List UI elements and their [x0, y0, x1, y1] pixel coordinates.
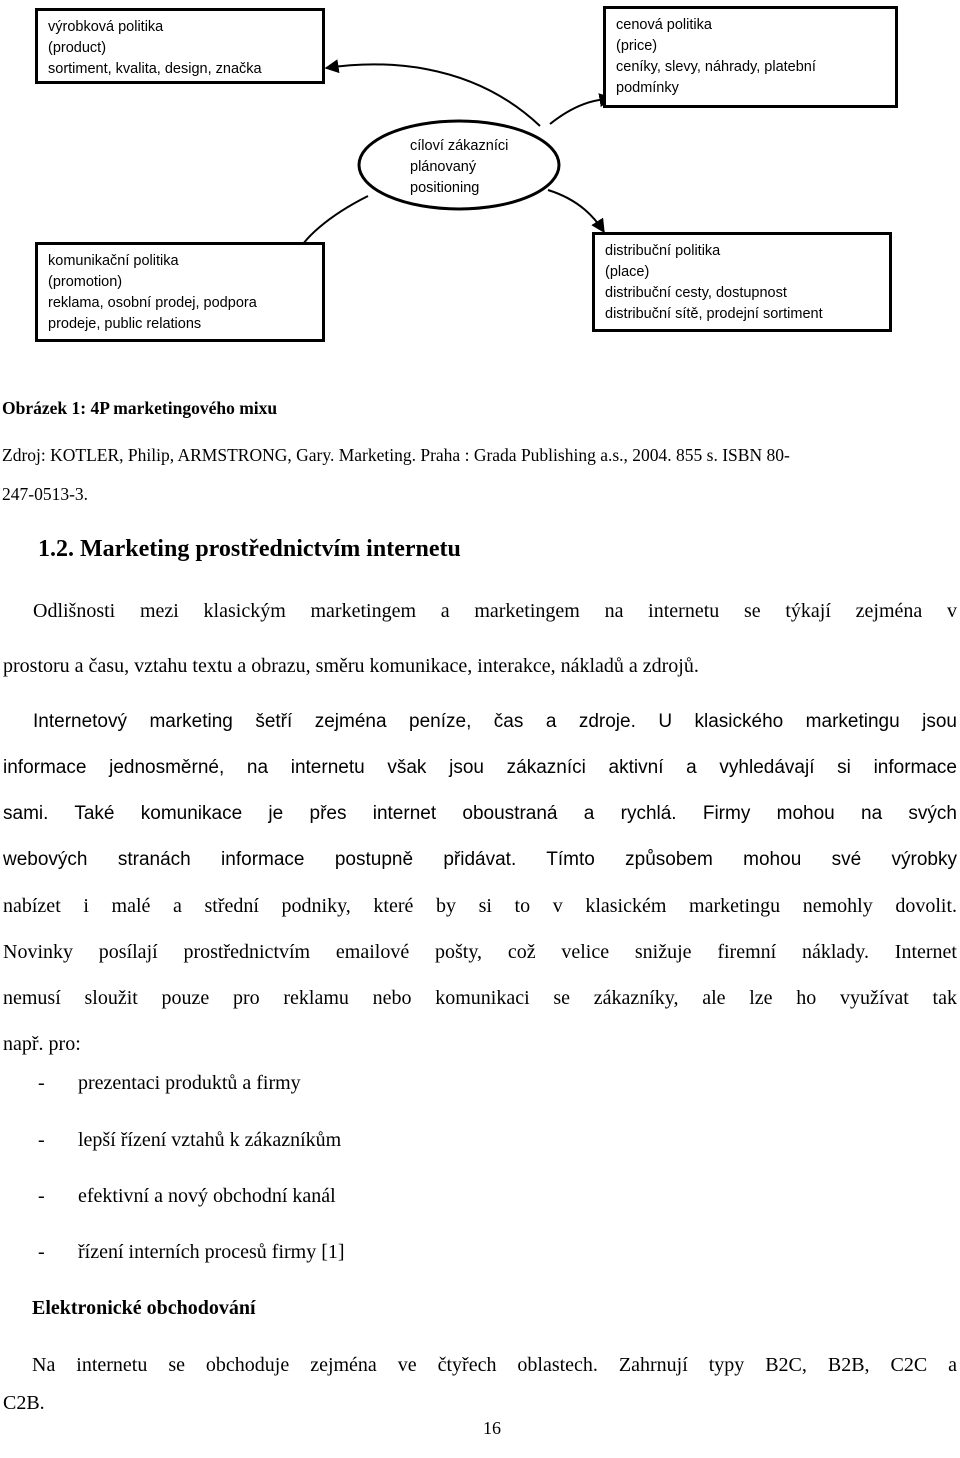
list-dash: -: [38, 1072, 45, 1094]
page-number: 16: [483, 1418, 501, 1438]
paragraph-line: Novinky posílají prostřednictvím emailové pošty, což velice snižuje firemní náklady. Internet: [3, 941, 957, 963]
place-line: distribuční cesty, dostupnost: [605, 285, 787, 301]
paragraph-line: informace jednosměrné, na internetu však jsou zákazníci aktivní a vyhledávají si informace: [3, 757, 957, 778]
paragraph-1: [3, 588, 957, 689]
center-line: plánovaný: [410, 159, 477, 175]
price-line: (price): [616, 38, 658, 54]
list-item-text: efektivní a nový obchodní kanál: [78, 1185, 336, 1207]
promotion-line: prodeje, public relations: [48, 316, 202, 332]
promotion-policy-box: [35, 242, 325, 342]
paragraph-line: C2B.: [3, 1392, 45, 1414]
paragraph-line: nemusí sloužit pouze pro reklamu nebo komunikaci se zákazníky, ale lze ho využívat tak: [3, 987, 957, 1009]
paragraph-line: nabízet i malé a střední podniky, které by si to v klasickém marketingu nemohly dovolit.: [3, 895, 957, 917]
price-line: cenová politika: [616, 17, 712, 33]
figure-caption: Obrázek 1: 4P marketingového mixu: [2, 398, 278, 418]
section-heading: 1.2. Marketing prostřednictvím internetu: [38, 536, 461, 562]
subheading: Elektronické obchodování: [32, 1297, 256, 1319]
paragraph-2: [3, 699, 957, 1067]
list-item-text: řízení interních procesů firmy [1]: [78, 1241, 345, 1263]
list-item: [38, 1241, 345, 1264]
paragraph-line: Odlišnosti mezi klasickým marketingem a marketingem na internetu se týkají zejména v: [33, 600, 957, 622]
price-line: ceníky, slevy, náhrady, platební: [616, 59, 816, 75]
paragraph-line: webových stranách informace postupně přidávat. Tímto způsobem mohou své výrobky: [3, 849, 957, 870]
list-dash: -: [38, 1129, 45, 1151]
list-item: [38, 1185, 336, 1208]
product-line: výrobková politika: [48, 19, 164, 35]
promotion-line: komunikační politika: [48, 253, 179, 269]
list-item: [38, 1129, 341, 1152]
paragraph-line: Na internetu se obchoduje zejména ve čtyřech oblastech. Zahrnují typy B2C, B2B, C2C a: [32, 1354, 957, 1376]
promotion-line: reklama, osobní prodej, podpora: [48, 295, 257, 311]
place-line: distribuční politika: [605, 243, 721, 259]
center-line: cíloví zákazníci: [410, 138, 509, 154]
product-line: (product): [48, 40, 107, 56]
figure-source-line1: Zdroj: KOTLER, Philip, ARMSTRONG, Gary. Marketing. Praha : Grada Publishing a.s., 2004. 855 s. ISBN 80-: [2, 445, 790, 465]
price-policy-box: [603, 6, 898, 108]
paragraph-3: [3, 1342, 957, 1426]
paragraph-line: prostoru a času, vztahu textu a obrazu, směru komunikace, interakce, nákladů a zdrojů.: [3, 655, 699, 677]
list-item-text: prezentaci produktů a firmy: [78, 1072, 301, 1094]
price-line: podmínky: [616, 80, 679, 96]
target-customers-label: [410, 136, 508, 199]
paragraph-line: Internetový marketing šetří zejména peníze, čas a zdroje. U klasického marketingu jsou: [33, 711, 957, 732]
place-line: (place): [605, 264, 650, 280]
list-dash: -: [38, 1185, 45, 1207]
promotion-line: (promotion): [48, 274, 123, 290]
place-line: distribuční sítě, prodejní sortiment: [605, 306, 823, 322]
paragraph-line: sami. Také komunikace je přes internet oboustraná a rychlá. Firmy mohou na svých: [3, 803, 957, 824]
product-line: sortiment, kvalita, design, značka: [48, 61, 262, 77]
center-line: positioning: [410, 180, 480, 196]
list-item: [38, 1072, 301, 1095]
product-policy-box: [35, 8, 325, 84]
list-item-text: lepší řízení vztahů k zákazníkům: [78, 1129, 342, 1151]
arrow-to-place: [548, 190, 604, 232]
list-dash: -: [38, 1241, 45, 1263]
place-policy-box: [592, 232, 892, 332]
arrow-to-product: [326, 64, 540, 126]
figure-source-line2: 247-0513-3.: [2, 484, 89, 504]
paragraph-line: např. pro:: [3, 1033, 81, 1055]
